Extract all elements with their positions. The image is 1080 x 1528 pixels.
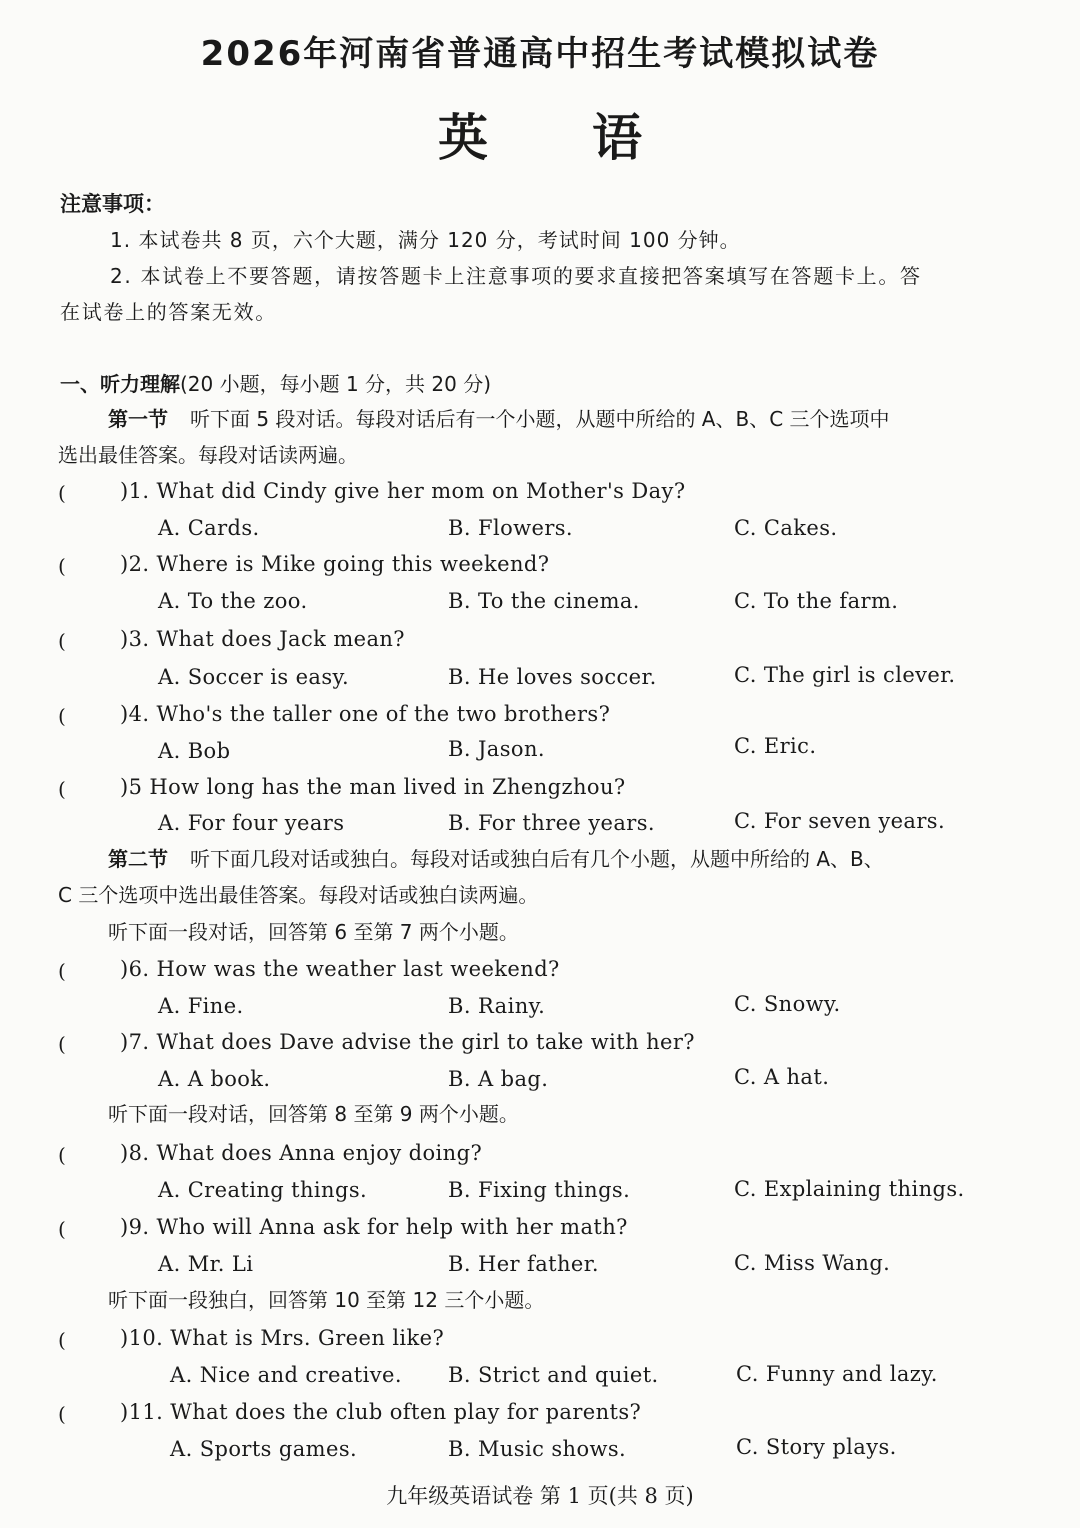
answer-blank-6[interactable]: ( — [58, 959, 66, 983]
question-9-stem: )9. Who will Anna ask for help with her math? — [120, 1215, 628, 1239]
question-1-option-c: C. Cakes. — [734, 516, 838, 540]
notice-item-2-line-2: 在试卷上的答案无效。 — [60, 300, 277, 324]
answer-blank-5[interactable]: ( — [58, 777, 66, 801]
question-4-option-b: B. Jason. — [448, 737, 545, 761]
question-11-option-c: C. Story plays. — [736, 1435, 897, 1459]
intro-questions-8-9: 听下面一段对话，回答第 8 至第 9 两个小题。 — [108, 1102, 519, 1126]
answer-blank-3[interactable]: ( — [58, 629, 66, 653]
part1-heading: 一、听力理解 — [60, 372, 180, 396]
answer-blank-9[interactable]: ( — [58, 1217, 66, 1241]
question-2-stem: )2. Where is Mike going this weekend? — [120, 552, 550, 576]
section1-instruction — [108, 405, 890, 433]
question-11-option-b: B. Music shows. — [448, 1437, 627, 1461]
question-2-option-a: A. To the zoo. — [158, 589, 308, 613]
page-footer: 九年级英语试卷 第 1 页(共 8 页) — [386, 1484, 694, 1508]
answer-blank-8[interactable]: ( — [58, 1143, 66, 1167]
question-8-option-a: A. Creating things. — [158, 1178, 368, 1202]
question-5-stem: )5 How long has the man lived in Zhengzhou? — [120, 775, 626, 799]
question-9-option-b: B. Her father. — [448, 1252, 599, 1276]
part1-heading-note: (20 小题，每小题 1 分，共 20 分) — [180, 372, 492, 396]
section2-text-1: 听下面几段对话或独白。每段对话或独白后有几个小题，从题中所给的 A、B、 — [190, 847, 884, 871]
question-10-stem: )10. What is Mrs. Green like? — [120, 1326, 445, 1350]
question-9-option-c: C. Miss Wang. — [734, 1251, 891, 1275]
question-7-option-c: C. A hat. — [734, 1065, 830, 1089]
question-9-option-a: A. Mr. Li — [158, 1252, 254, 1276]
question-7-option-a: A. A book. — [158, 1067, 271, 1091]
question-3-option-a: A. Soccer is easy. — [158, 665, 350, 689]
notice-item-2-line-1: 2. 本试卷上不要答题，请按答题卡上注意事项的要求直接把答案填写在答题卡上。答 — [110, 264, 922, 288]
question-4-stem: )4. Who's the taller one of the two brothers? — [120, 702, 611, 726]
notice-item-1: 1. 本试卷共 8 页，六个大题，满分 120 分，考试时间 100 分钟。 — [110, 228, 741, 252]
section2-label: 第二节 — [108, 847, 168, 871]
question-11-option-a: A. Sports games. — [170, 1437, 358, 1461]
question-10-option-c: C. Funny and lazy. — [736, 1362, 938, 1386]
question-6-stem: )6. How was the weather last weekend? — [120, 957, 560, 981]
section1-label: 第一节 — [108, 407, 168, 431]
answer-blank-7[interactable]: ( — [58, 1032, 66, 1056]
question-10-option-a: A. Nice and creative. — [170, 1363, 402, 1387]
question-1-stem: )1. What did Cindy give her mom on Mother's Day? — [120, 479, 686, 503]
question-5-option-c: C. For seven years. — [734, 809, 946, 833]
notice-heading: 注意事项： — [60, 192, 165, 216]
subject-title — [0, 98, 1080, 170]
question-4-option-a: A. Bob — [158, 739, 231, 763]
answer-blank-1[interactable]: ( — [58, 481, 66, 505]
intro-questions-6-7: 听下面一段对话，回答第 6 至第 7 两个小题。 — [108, 920, 519, 944]
question-5-option-a: A. For four years — [158, 811, 345, 835]
part1-heading-row — [60, 370, 491, 398]
answer-blank-11[interactable]: ( — [58, 1402, 66, 1426]
question-11-stem: )11. What does the club often play for parents? — [120, 1400, 642, 1424]
answer-blank-4[interactable]: ( — [58, 704, 66, 728]
question-8-option-c: C. Explaining things. — [734, 1177, 965, 1201]
question-8-stem: )8. What does Anna enjoy doing? — [120, 1141, 483, 1165]
question-7-stem: )7. What does Dave advise the girl to take with her? — [120, 1030, 695, 1054]
question-2-option-c: C. To the farm. — [734, 589, 899, 613]
intro-questions-10-12: 听下面一段独白，回答第 10 至第 12 三个小题。 — [108, 1288, 545, 1312]
answer-blank-2[interactable]: ( — [58, 554, 66, 578]
question-5-option-b: B. For three years. — [448, 811, 655, 835]
subject-char-1: 英 — [438, 109, 488, 167]
answer-blank-10[interactable]: ( — [58, 1328, 66, 1352]
question-3-option-b: B. He loves soccer. — [448, 665, 657, 689]
question-2-option-b: B. To the cinema. — [448, 589, 640, 613]
question-1-option-b: B. Flowers. — [448, 516, 574, 540]
subject-char-2: 语 — [592, 109, 642, 167]
section1-text-1: 听下面 5 段对话。每段对话后有一个小题，从题中所给的 A、B、C 三个选项中 — [190, 407, 890, 431]
question-4-option-c: C. Eric. — [734, 734, 817, 758]
exam-title: 2026年河南省普通高中招生考试模拟试卷 — [200, 34, 880, 74]
question-7-option-b: B. A bag. — [448, 1067, 549, 1091]
question-6-option-a: A. Fine. — [158, 994, 244, 1018]
question-6-option-b: B. Rainy. — [448, 994, 546, 1018]
question-1-option-a: A. Cards. — [158, 516, 260, 540]
section2-text-2: C 三个选项中选出最佳答案。每段对话或独白读两遍。 — [58, 883, 539, 907]
section2-instruction — [108, 845, 884, 873]
question-3-option-c: C. The girl is clever. — [734, 663, 956, 687]
section1-text-2: 选出最佳答案。每段对话读两遍。 — [58, 443, 358, 467]
question-10-option-b: B. Strict and quiet. — [448, 1363, 659, 1387]
question-3-stem: )3. What does Jack mean? — [120, 627, 405, 651]
question-6-option-c: C. Snowy. — [734, 992, 841, 1016]
question-8-option-b: B. Fixing things. — [448, 1178, 631, 1202]
